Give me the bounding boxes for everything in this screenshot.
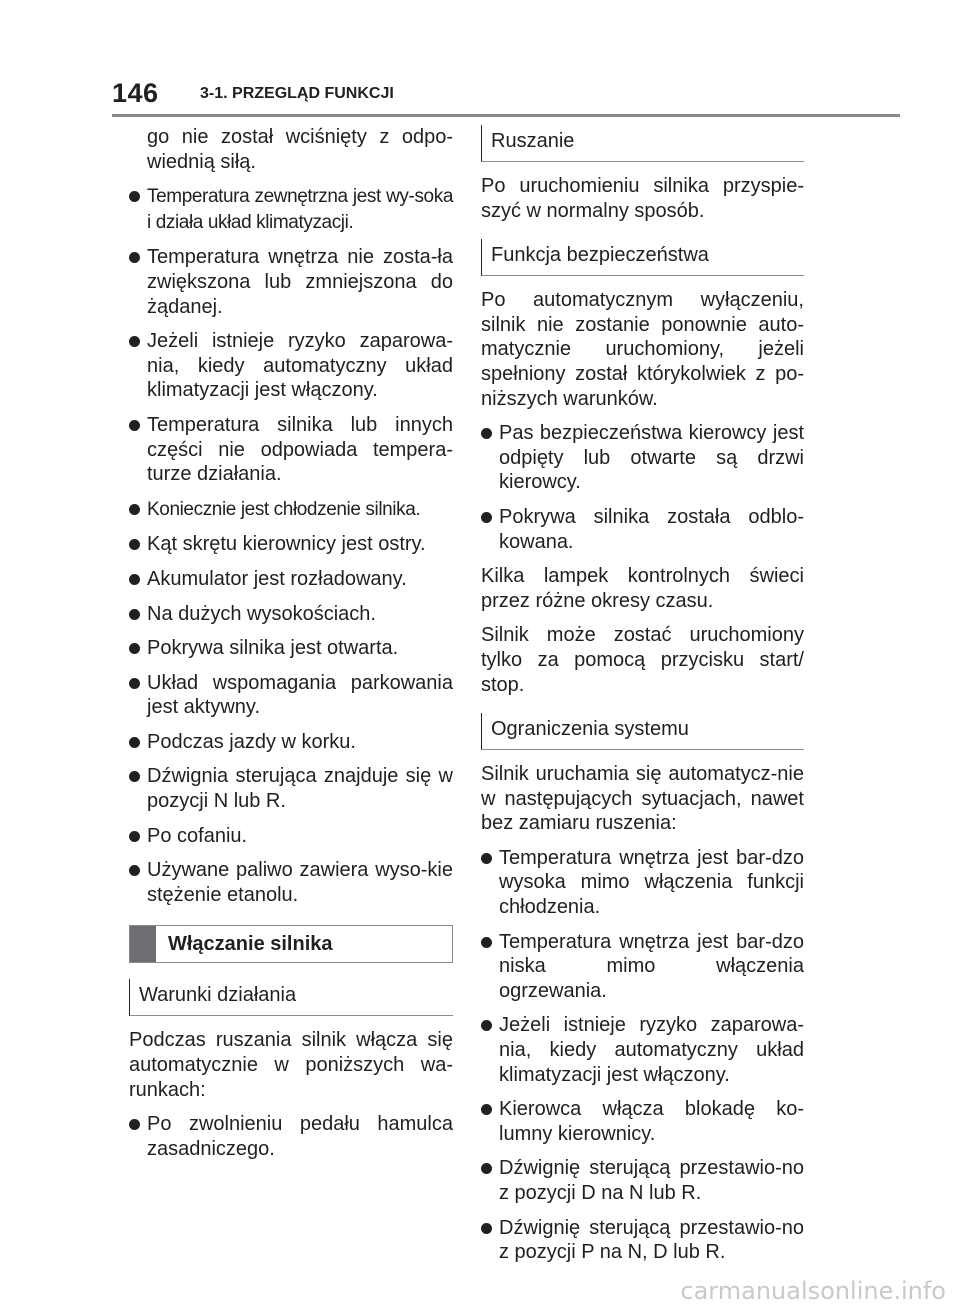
bullet-dot-icon [129,643,140,654]
bullet-item [129,184,453,235]
bullet-item [129,567,453,592]
safety-paragraph: Po automatycznym wyłączeniu, silnik nie zostanie ponownie auto-matycznie uruchomiony, jeżeli spełniony został którykolwiek z po-niższych warunków. [481,289,804,410]
bullet-dot-icon [481,512,492,523]
bullet-dot-icon [481,1104,492,1115]
bullet-text: Dźwignię sterującą przestawio-no z pozycji P na N, D lub R. [499,1216,804,1264]
bullet-item [129,532,453,557]
bullet-item [481,1097,804,1146]
bullet-text: Na dużych wysokościach. [147,602,376,625]
bullet-dot-icon [129,831,140,842]
bullet-text: Temperatura wnętrza jest bar-dzo niska mimo włączenia ogrzewania. [499,930,804,1002]
sub-heading-ograniczenia: Ograniczenia systemu [481,713,804,750]
bullet-text: Kierowca włącza blokadę ko-lumny kierownicy. [499,1098,804,1145]
bullet-dot-icon [129,336,140,347]
bullet-text: Używane paliwo zawiera wyso-kie stężenie etanolu. [147,859,453,906]
bullet-dot-icon [481,1020,492,1031]
header-divider [112,114,900,117]
bullet-dot-icon [129,678,140,689]
bullet-dot-icon [129,252,140,263]
bullet-text: Koniecznie jest chłodzenie silnika. [147,498,421,520]
section-title: 3-1. PRZEGLĄD FUNKCJI [200,85,394,102]
bullet-text: Kąt skrętu kierownicy jest ostry. [147,533,426,556]
bullet-text: Temperatura wnętrza jest bar-dzo wysoka mimo włączenia funkcji chłodzenia. [499,846,804,919]
bullet-dot-icon [129,771,140,782]
bullet-item [129,636,453,661]
bullet-item [481,1156,804,1205]
bullet-item [129,602,453,627]
right-column [481,125,804,1275]
bullet-item [129,671,453,720]
bullet-dot-icon [481,937,492,948]
bullet-text: Jeżeli istnieje ryzyko zaparowa-nia, kiedy automatyczny układ klimatyzacji jest włączony. [499,1014,804,1086]
bullet-text: Temperatura zewnętrzna jest wy-soka i działa układ klimatyzacji. [147,186,453,233]
bullet-dot-icon [129,609,140,620]
bullet-dot-icon [481,428,492,439]
page-number: 146 [112,78,159,108]
start-conditions-list [129,1112,453,1161]
bullet-item [129,497,453,523]
bullet-item [481,1013,804,1087]
bullet-dot-icon [129,574,140,585]
bullet-text: Po zwolnieniu pedału hamulca zasadniczego. [147,1113,453,1160]
bullet-dot-icon [129,865,140,876]
lamp-paragraph: Kilka lampek kontrolnych świeci przez różne okresy czasu. [481,565,804,612]
bullet-dot-icon [129,420,140,431]
bullet-text: Podczas jazdy w korku. [147,730,356,753]
bullet-text: Po cofaniu. [147,824,248,847]
main-heading-text: Włączanie silnika [168,932,333,955]
watermark: carmanualsonline.info [680,1277,946,1305]
bullet-dot-icon [481,853,492,864]
intro-paragraph: Podczas ruszania silnik włącza się automatycznie w poniższych wa-runkach: [129,1029,453,1101]
bullet-item [129,245,453,319]
left-column [129,125,453,1171]
bullet-item [481,421,804,495]
bullet-dot-icon [129,539,140,550]
bullet-text: Temperatura wnętrza nie zosta-ła zwiększona lub zmniejszona do żądanej. [147,246,453,318]
start-stop-paragraph: Silnik może zostać uruchomiony tylko za pomocą przycisku start/ stop. [481,624,804,696]
bullet-dot-icon [481,1163,492,1174]
continuation-text: go nie został wciśnięty z odpo-wiednią siłą. [147,126,453,173]
conditions-bullet-list [129,184,453,907]
bullet-item [129,1112,453,1161]
bullet-dot-icon [129,737,140,748]
bullet-dot-icon [129,1119,140,1130]
bullet-text: Pas bezpieczeństwa kierowcy jest odpięty lub otwarte są drzwi kierowcy. [499,422,804,494]
bullet-text: Jeżeli istnieje ryzyko zaparowa-nia, kiedy automatyczny układ klimatyzacji jest włączony. [147,330,453,402]
bullet-dot-icon [481,1223,492,1234]
bullet-item [129,730,453,755]
bullet-text: Pokrywa silnika została odblo-kowana. [499,505,804,553]
bullet-item [129,858,453,907]
bullet-item [481,505,804,554]
bullet-text: Dźwignię sterującą przestawio-no z pozycji D na N lub R. [499,1157,804,1204]
bullet-item [129,413,453,487]
bullet-item [481,846,804,920]
bullet-item [129,329,453,403]
sub-heading-warunki: Warunki działania [129,979,453,1016]
bullet-text: Pokrywa silnika jest otwarta. [147,637,399,660]
bullet-dot-icon [129,504,140,515]
main-heading-box [129,925,453,963]
bullet-text: Układ wspomagania parkowania jest aktywny. [147,671,453,719]
bullet-dot-icon [129,191,140,202]
sub-heading-funkcja-bezpieczenstwa: Funkcja bezpieczeństwa [481,239,804,276]
bullet-item [481,930,804,1004]
limits-bullet-list [481,846,804,1265]
heading-bar-marker [130,926,156,962]
ruszanie-paragraph: Po uruchomieniu silnika przyspie-szyć w normalny sposób. [481,175,804,222]
safety-bullet-list [481,421,804,554]
bullet-item [481,1216,804,1265]
limits-paragraph: Silnik uruchamia się automatycz-nie w następujących sytuacjach, nawet bez zamiaru ruszenia: [481,763,804,835]
bullet-text: Akumulator jest rozładowany. [147,567,407,590]
sub-heading-ruszanie: Ruszanie [481,125,804,162]
bullet-text: Temperatura silnika lub innych części nie odpowiada tempera-turze działania. [147,413,453,486]
bullet-text: Dźwignia sterująca znajduje się w pozycji N lub R. [147,765,453,813]
bullet-item [129,764,453,813]
bullet-item [129,824,453,849]
